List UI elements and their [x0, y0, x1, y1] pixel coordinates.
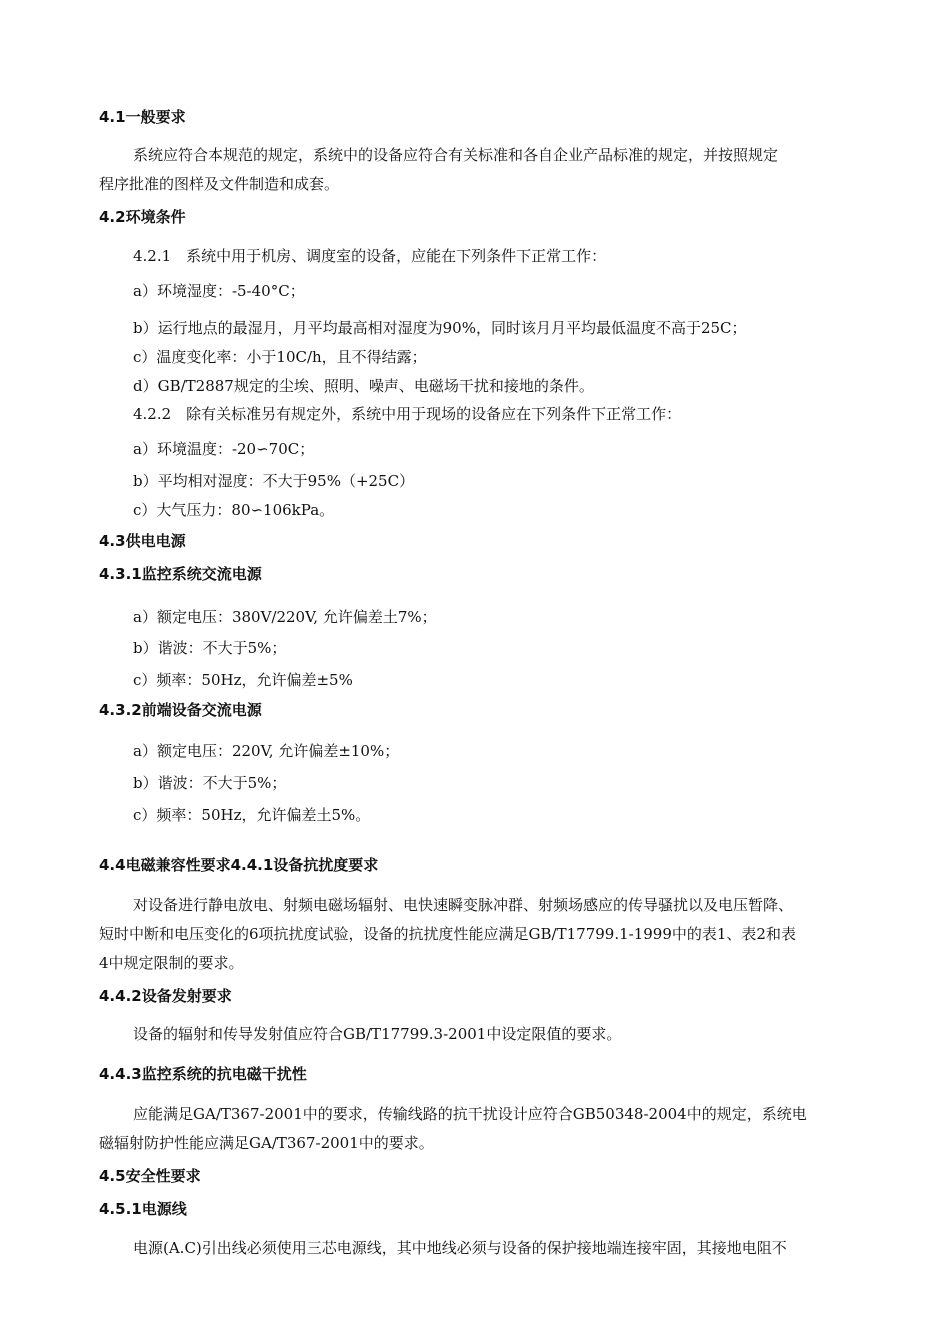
clause-4-2-1: 4.2.1 系统中用于机房、调度室的设备，应能在下列条件下正常工作：	[133, 247, 607, 265]
section-heading-4-3-1: 4.3.1监控系统交流电源	[99, 565, 262, 583]
section-heading-4-3: 4.3供电电源	[99, 532, 186, 550]
list-item: c）频率：50Hz，允许偏差±5%	[133, 671, 353, 689]
list-item: c）频率：50Hz，允许偏差土5%。	[133, 806, 371, 824]
list-item: d）GB/T2887规定的尘埃、照明、噪声、电磁场干扰和接地的条件。	[133, 377, 594, 395]
clause-4-2-2: 4.2.2 除有关标准另有规定外，系统中用于现场的设备应在下列条件下正常工作：	[133, 405, 682, 423]
list-item: a）额定电压：380V/220V, 允许偏差土7%；	[133, 608, 437, 626]
paragraph-line: 磁辐射防护性能应满足GA/T367-2001中的要求。	[99, 1134, 434, 1152]
list-item: b）运行地点的最湿月，月平均最高相对湿度为90%，同时该月月平均最低温度不高于25C；	[133, 319, 747, 337]
list-item: b）谐波：不大于5%；	[133, 774, 287, 792]
paragraph-line: 应能满足GA/T367-2001中的要求，传输线路的抗干扰设计应符合GB50348-2004中的规定，系统电	[133, 1105, 807, 1123]
list-item: b）平均相对湿度：不大于95%（+25C）	[133, 472, 415, 490]
list-item: c）大气压力：80∽106kPa。	[133, 501, 335, 519]
list-item: c）温度变化率：小于10C/h，且不得结露；	[133, 348, 427, 366]
section-heading-4-1: 4.1一般要求	[99, 108, 186, 126]
paragraph-line: 短时中断和电压变化的6项抗扰度试验，设备的抗扰度性能应满足GB/T17799.1-1999中的表1、表2和表	[99, 925, 796, 943]
list-item: a）环境温度：-20∽70C；	[133, 440, 315, 458]
paragraph-line: 电源(A.C)引出线必须使用三芯电源线，其中地线必须与设备的保护接地端连接牢固，其接地电阻不	[133, 1239, 787, 1257]
list-item: a）额定电压：220V, 允许偏差±10%；	[133, 742, 400, 760]
section-heading-4-5-1: 4.5.1电源线	[99, 1200, 187, 1218]
section-heading-4-3-2: 4.3.2前端设备交流电源	[99, 701, 262, 719]
paragraph-line: 对设备进行静电放电、射频电磁场辐射、电快速瞬变脉冲群、射频场感应的传导骚扰以及电压暂降、	[133, 896, 794, 914]
section-heading-4-4-3: 4.4.3监控系统的抗电磁干扰性	[99, 1065, 307, 1083]
paragraph-line: 4中规定限制的要求。	[99, 954, 244, 972]
section-heading-4-4: 4.4电磁兼容性要求4.4.1设备抗扰度要求	[99, 856, 379, 874]
paragraph-line: 设备的辐射和传导发射值应符合GB/T17799.3-2001中设定限值的要求。	[133, 1025, 622, 1043]
section-heading-4-5: 4.5安全性要求	[99, 1167, 201, 1185]
section-heading-4-2: 4.2环境条件	[99, 208, 186, 226]
paragraph-line: 程序批准的图样及文件制造和成套。	[99, 175, 340, 193]
section-heading-4-4-2: 4.4.2设备发射要求	[99, 987, 232, 1005]
paragraph-line: 系统应符合本规范的规定，系统中的设备应符合有关标准和各自企业产品标准的规定，并按照规定	[133, 146, 779, 164]
list-item: b）谐波：不大于5%；	[133, 639, 287, 657]
list-item: a）环境湿度：-5-40°C；	[133, 282, 305, 300]
